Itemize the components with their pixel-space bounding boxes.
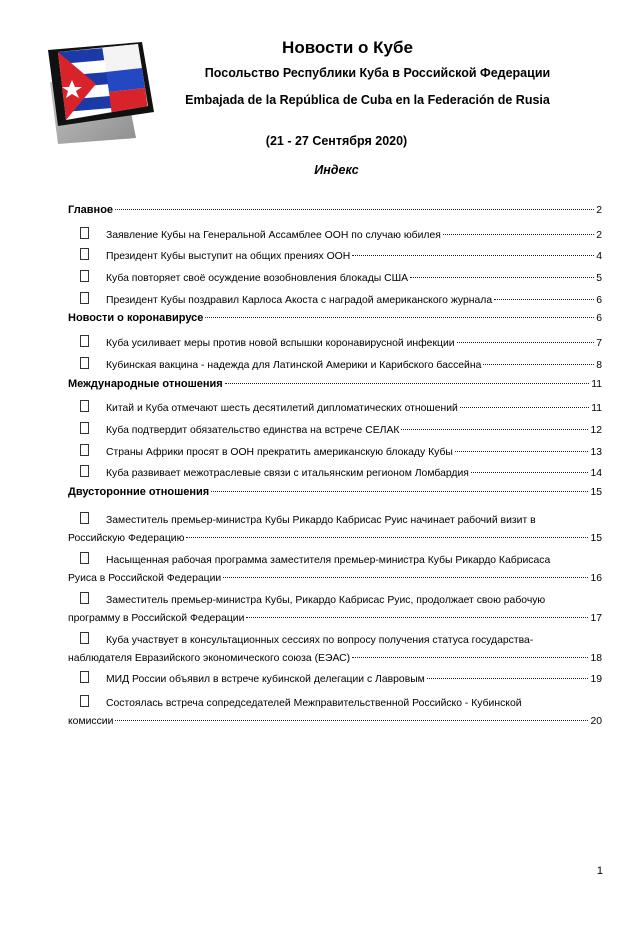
checkbox-glyph-icon (80, 444, 89, 456)
toc-item-text-cont: Российскую Федерацию (68, 532, 185, 544)
checkbox-glyph-icon (80, 400, 89, 412)
toc-item[interactable] (68, 631, 602, 668)
index-heading: Индекс (314, 163, 359, 177)
embassy-name-ru: Посольство Республики Куба в Российской Федерации (204, 66, 551, 80)
checkbox-glyph-icon (80, 632, 89, 644)
dot-leader (115, 209, 594, 210)
checkbox-glyph-icon (80, 552, 89, 564)
toc-item[interactable] (68, 694, 602, 731)
dot-leader (205, 317, 594, 318)
page-ref: 15 (590, 532, 602, 544)
checkbox-glyph-icon (80, 357, 89, 369)
page-ref: 15 (590, 486, 602, 498)
dot-leader (211, 491, 588, 492)
page-ref: 20 (590, 716, 602, 728)
checkbox-glyph-icon (80, 227, 89, 239)
toc-section-main[interactable] (68, 204, 602, 226)
toc-item-text-cont: комиссии (68, 716, 114, 728)
dot-leader (471, 472, 589, 473)
toc-item-text-cont: наблюдателя Евразийского экономического союза (ЕЭАС) (68, 652, 351, 664)
toc-item[interactable] (68, 591, 602, 628)
toc-section-international[interactable] (68, 378, 602, 400)
toc-item-text: МИД России объявил в встрече кубинской делегации с Лавровым (106, 673, 425, 685)
page-ref: 12 (590, 424, 602, 436)
page-ref: 4 (596, 251, 602, 263)
page-ref: 6 (596, 294, 602, 306)
toc-item-text: Куба подтвердит обязательство единства на встрече СЕЛАК (106, 424, 400, 436)
toc-section-coronavirus[interactable] (68, 312, 602, 334)
dot-leader (427, 678, 589, 679)
page-ref: 16 (590, 572, 602, 584)
toc-item-text-cont: программу в Российской Федерации (68, 612, 245, 624)
dot-leader (246, 617, 588, 618)
toc-item-text: Кубинская вакцина - надежда для Латинской Америки и Карибского бассейна (106, 359, 482, 371)
date-range: (21 - 27 Сентября 2020) (265, 134, 408, 148)
toc-item[interactable] (68, 443, 602, 465)
page-ref: 18 (590, 652, 602, 664)
page-ref: 2 (596, 205, 602, 216)
page-ref: 17 (590, 612, 602, 624)
toc-item[interactable] (68, 551, 602, 588)
toc-item[interactable] (68, 291, 602, 313)
toc-item[interactable] (68, 334, 602, 356)
toc-item-text: Куба усиливает меры против новой вспышки коронавирусной инфекции (106, 338, 455, 350)
toc-item-text: Куба повторяет своё осуждение возобновления блокады США (106, 273, 409, 285)
toc-item-text: Президент Кубы выступит на общих прениях ООН (106, 251, 351, 263)
dot-leader (186, 537, 588, 538)
checkbox-glyph-icon (80, 465, 89, 477)
toc-item-text: Состоялась встреча сопредседателей Межправительственной Российско - Кубинской (106, 698, 522, 710)
checkbox-glyph-icon (80, 512, 89, 524)
page-ref: 13 (590, 446, 602, 458)
toc-section-bilateral[interactable] (68, 486, 602, 508)
toc-item-text: Заместитель премьер-министра Кубы Рикардо Кабрисас Руис начинает рабочий визит в (106, 514, 536, 526)
checkbox-glyph-icon (80, 248, 89, 260)
toc-item-text: Китай и Куба отмечают шесть десятилетий дипломатических отношений (106, 403, 458, 415)
section-title: Новости о коронавирусе (68, 312, 204, 325)
toc-item[interactable] (68, 356, 602, 378)
dot-leader (223, 577, 588, 578)
section-title: Международные отношения (68, 377, 223, 390)
dot-leader (457, 342, 595, 343)
section-title: Двусторонние отношения (68, 485, 210, 498)
toc-item[interactable] (68, 399, 602, 421)
checkbox-glyph-icon (80, 270, 89, 282)
toc-item-text: Президент Кубы поздравил Карлоса Акоста с наградой американского журнала (106, 294, 493, 306)
table-of-contents (68, 204, 602, 732)
checkbox-glyph-icon (80, 695, 89, 707)
dot-leader (225, 383, 589, 384)
checkbox-glyph-icon (80, 592, 89, 604)
toc-item-text: Куба развивает межотраслевые связи с итальянским регионом Ломбардия (106, 468, 469, 480)
page-ref: 11 (591, 378, 602, 390)
toc-item-text-cont: Руиса в Российской Федерации (68, 572, 222, 584)
toc-item[interactable] (68, 226, 602, 248)
checkbox-glyph-icon (80, 671, 89, 683)
page-ref: 6 (596, 313, 602, 325)
checkbox-glyph-icon (80, 422, 89, 434)
page-title: Новости о Кубе (282, 38, 413, 57)
dot-leader (352, 255, 594, 256)
checkbox-glyph-icon (80, 292, 89, 304)
toc-item[interactable] (68, 670, 602, 692)
dot-leader (401, 429, 588, 430)
page-ref: 5 (596, 273, 602, 285)
page-ref: 8 (596, 359, 602, 371)
section-title: Главное (68, 204, 114, 216)
embassy-name-es: Embajada de la República de Cuba en la Federación de Rusia (185, 93, 550, 107)
dot-leader (410, 277, 594, 278)
dot-leader (443, 234, 594, 235)
toc-item-text: Насыщенная рабочая программа заместителя премьер-министра Кубы Рикардо Кабрисаса (106, 554, 551, 566)
dot-leader (483, 364, 594, 365)
page-ref: 7 (596, 338, 602, 350)
page-ref: 19 (590, 673, 602, 685)
dot-leader (455, 451, 589, 452)
toc-item-text: Куба участвует в консультационных сессиях по вопросу получения статуса государства- (106, 634, 534, 646)
toc-item[interactable] (68, 269, 602, 291)
dot-leader (115, 720, 588, 721)
checkbox-glyph-icon (80, 335, 89, 347)
toc-item-text: Заявление Кубы на Генеральной Ассамблее ООН по случаю юбилея (106, 229, 441, 241)
page-ref: 11 (591, 403, 602, 415)
toc-item[interactable] (68, 464, 602, 486)
toc-item-text: Страны Африки просят в ООН прекратить американскую блокаду Кубы (106, 446, 453, 458)
dot-leader (494, 299, 594, 300)
page-ref: 2 (596, 229, 602, 241)
page-ref: 14 (590, 468, 602, 480)
toc-item-text: Заместитель премьер-министра Кубы, Рикардо Кабрисас Руис, продолжает свою рабочую (106, 594, 546, 606)
dot-leader (460, 407, 589, 408)
page-number: 1 (596, 865, 603, 877)
toc-item[interactable] (68, 247, 602, 269)
toc-item[interactable] (68, 511, 602, 548)
toc-item[interactable] (68, 421, 602, 443)
dot-leader (352, 657, 588, 658)
